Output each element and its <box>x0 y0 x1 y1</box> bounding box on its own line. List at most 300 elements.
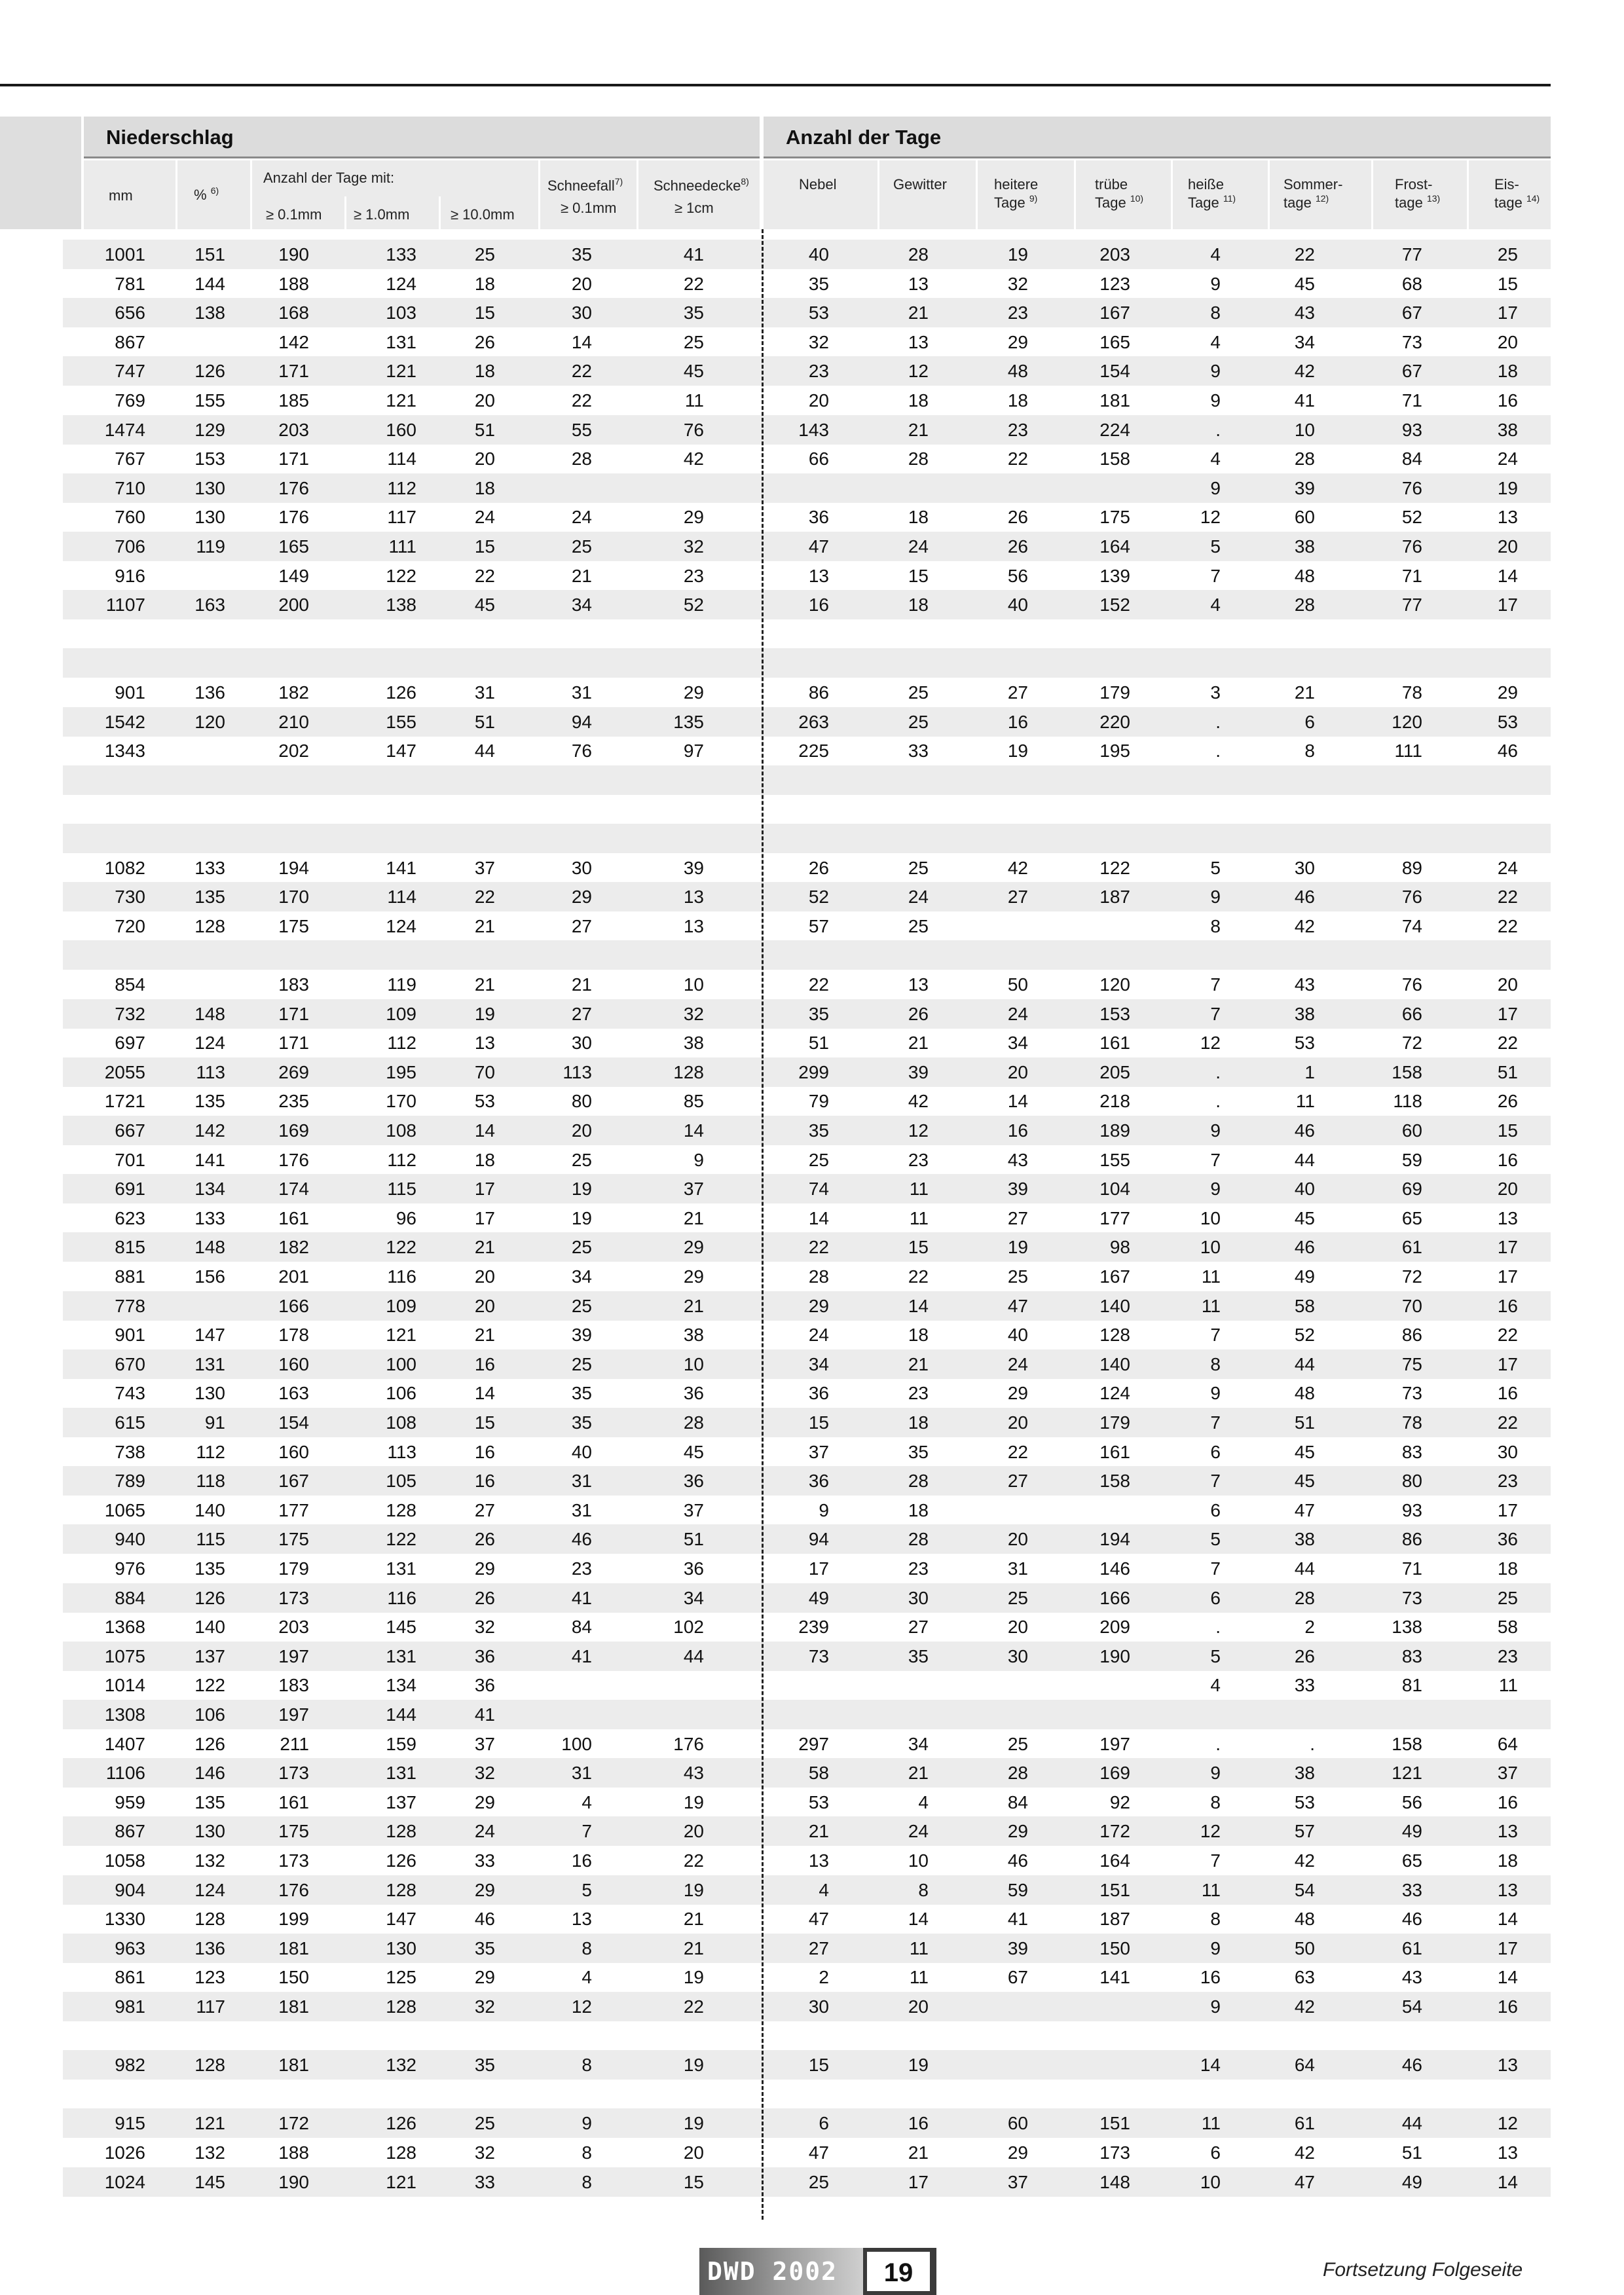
table-cell: 27 <box>571 915 592 936</box>
table-cell: 9 <box>1210 477 1221 498</box>
table-cell: 28 <box>1294 595 1315 615</box>
col-truebe-header: trübe Tage $^{10)}$ <box>1095 176 1144 211</box>
table-cell: 20 <box>1497 974 1518 995</box>
table-cell: 13 <box>1497 2055 1518 2076</box>
table-cell <box>625 619 704 649</box>
table-cell: 150 <box>1099 1937 1130 1958</box>
table-cell: 128 <box>386 2142 416 2163</box>
table-cell: 13 <box>1497 1207 1518 1228</box>
table-cell: 13 <box>571 1909 592 1930</box>
header-separator <box>976 160 978 229</box>
table-cell <box>1052 1992 1130 2021</box>
table-cell: 124 <box>386 273 416 294</box>
table-cell: 106 <box>194 1704 225 1725</box>
table-cell: 83 <box>1401 1441 1422 1462</box>
table-cell: 164 <box>1099 1850 1130 1871</box>
table-cell: 31 <box>571 1763 592 1784</box>
table-cell: 97 <box>683 741 704 762</box>
table-cell: 20 <box>474 390 495 411</box>
table-cell: 70 <box>474 1061 495 1082</box>
col-eis-header: Eis- tage $^{14)}$ <box>1494 176 1540 211</box>
table-cell: 31 <box>571 1471 592 1492</box>
badge-label: DWD 2002 <box>707 2257 838 2286</box>
table-cell: 34 <box>1294 331 1315 352</box>
table-cell: 1330 <box>104 1909 145 1930</box>
table-cell: 41 <box>1007 1909 1028 1930</box>
table-cell: 29 <box>1007 1383 1028 1404</box>
table-cell <box>338 824 416 853</box>
table-cell: 53 <box>1294 1033 1315 1054</box>
table-cell: 76 <box>1401 536 1422 557</box>
table-cell: 30 <box>571 303 592 323</box>
table-cell: 29 <box>474 1967 495 1988</box>
table-cell: 53 <box>808 303 829 323</box>
table-cell: 21 <box>474 915 495 936</box>
table-cell: 720 <box>115 915 145 936</box>
table-cell: 28 <box>908 1471 929 1492</box>
table-cell: 6 <box>1210 1441 1221 1462</box>
table-cell: 144 <box>386 1704 416 1725</box>
table-cell: 167 <box>1099 1266 1130 1287</box>
table-cell: 26 <box>1497 1091 1518 1112</box>
table-cell: 9 <box>693 1149 704 1170</box>
table-cell: 17 <box>474 1207 495 1228</box>
table-cell: 31 <box>571 1499 592 1520</box>
table-cell: 115 <box>387 1179 416 1200</box>
table-cell: 9 <box>1210 887 1221 908</box>
table-cell: 28 <box>908 1529 929 1550</box>
table-cell: 867 <box>115 1821 145 1842</box>
table-cell: 36 <box>683 1471 704 1492</box>
table-cell: 18 <box>1497 1558 1518 1579</box>
table-row <box>63 1904 1551 1934</box>
table-cell: 25 <box>474 244 495 265</box>
table-cell: 153 <box>1099 1003 1130 1024</box>
table-cell: 9 <box>1210 1763 1221 1784</box>
table-cell <box>416 648 495 678</box>
table-cell: 16 <box>474 1353 495 1374</box>
table-cell: 959 <box>115 1791 145 1812</box>
table-cell: 13 <box>474 1033 495 1054</box>
table-cell <box>1439 619 1518 649</box>
table-cell: 41 <box>571 1645 592 1666</box>
table-cell: 22 <box>1497 915 1518 936</box>
table-cell <box>1052 2080 1130 2109</box>
table-cell: 135 <box>194 1091 225 1112</box>
table-cell: 28 <box>908 244 929 265</box>
table-row <box>63 678 1551 707</box>
table-row <box>63 1992 1551 2021</box>
table-cell: 3 <box>1210 682 1221 703</box>
table-cell: 18 <box>908 507 929 528</box>
table-cell: 36 <box>808 1383 829 1404</box>
table-cell: 1721 <box>104 1091 145 1112</box>
table-cell: 145 <box>386 1617 416 1638</box>
table-cell: 25 <box>808 1149 829 1170</box>
table-cell: 126 <box>386 682 416 703</box>
table-cell: 706 <box>115 536 145 557</box>
table-row <box>63 1729 1551 1759</box>
table-cell <box>1236 765 1315 795</box>
table-cell: 8 <box>1210 1791 1221 1812</box>
table-row <box>63 2108 1551 2138</box>
table-cell: 18 <box>474 1149 495 1170</box>
header-separator <box>439 196 441 229</box>
table-cell: 94 <box>808 1529 829 1550</box>
table-cell: 14 <box>683 1120 704 1141</box>
table-cell: 76 <box>571 741 592 762</box>
table-cell: 124 <box>386 915 416 936</box>
table-cell: 46 <box>474 1909 495 1930</box>
table-cell: 1308 <box>104 1704 145 1725</box>
table-cell <box>625 473 704 503</box>
table-cell <box>1344 794 1422 824</box>
table-cell: 118 <box>196 1471 225 1492</box>
table-cell: 42 <box>1294 2142 1315 2163</box>
table-cell: 76 <box>1401 477 1422 498</box>
table-cell: 12 <box>571 1996 592 2017</box>
table-cell: 43 <box>1294 303 1315 323</box>
table-cell: 137 <box>386 1791 416 1812</box>
table-cell: 16 <box>571 1850 592 1871</box>
table-cell: 66 <box>1401 1003 1422 1024</box>
table-cell <box>625 648 704 678</box>
anzahl-tage-title: Anzahl der Tage <box>764 117 1551 158</box>
table-cell: 21 <box>474 1325 495 1346</box>
table-cell: 18 <box>474 477 495 498</box>
table-cell: 131 <box>194 1353 225 1374</box>
table-cell: 49 <box>1294 1266 1315 1287</box>
table-cell: 26 <box>474 1587 495 1608</box>
table-cell: 24 <box>908 1821 929 1842</box>
table-cell: 163 <box>278 1383 309 1404</box>
table-cell: 47 <box>808 2142 829 2163</box>
table-cell <box>1439 824 1518 853</box>
table-cell: 145 <box>194 2171 225 2192</box>
table-cell <box>950 1700 1028 1729</box>
table-cell: 47 <box>1294 1499 1315 1520</box>
table-cell: 19 <box>683 2113 704 2134</box>
top-rule <box>0 84 1551 86</box>
table-cell: 49 <box>1401 2171 1422 2192</box>
table-row <box>63 1962 1551 1992</box>
col-heitere-header: heitere Tage $^{9)}$ <box>994 176 1039 211</box>
table-cell: 5 <box>1210 536 1221 557</box>
table-cell: 84 <box>571 1617 592 1638</box>
table-cell: 9 <box>1210 361 1221 382</box>
table-cell: 40 <box>1294 1179 1315 1200</box>
table-cell: 28 <box>1294 449 1315 469</box>
table-cell: 19 <box>571 1179 592 1200</box>
table-cell: 80 <box>571 1091 592 1112</box>
table-cell: 34 <box>1007 1033 1028 1054</box>
table-cell <box>850 1700 929 1729</box>
table-cell: 21 <box>908 303 929 323</box>
table-cell <box>625 1700 704 1729</box>
table-cell: 9 <box>1210 1383 1221 1404</box>
table-cell: 37 <box>474 857 495 878</box>
table-cell <box>1236 619 1315 649</box>
table-cell: 18 <box>1497 361 1518 382</box>
table-cell: 78 <box>1401 1412 1422 1433</box>
table-cell: 22 <box>1007 1441 1028 1462</box>
table-cell: 7 <box>1210 1471 1221 1492</box>
table-row <box>63 940 1551 970</box>
table-cell: 64 <box>1497 1733 1518 1754</box>
table-cell: 189 <box>1099 1120 1130 1141</box>
table-cell <box>1236 2080 1315 2109</box>
table-cell: 175 <box>1099 507 1130 528</box>
table-cell: 73 <box>1401 331 1422 352</box>
table-cell: 40 <box>1007 1325 1028 1346</box>
table-cell <box>1344 2021 1422 2051</box>
table-cell: 147 <box>194 1325 225 1346</box>
table-cell: 116 <box>387 1587 416 1608</box>
table-cell: 52 <box>808 887 829 908</box>
table-cell: 11 <box>684 390 704 411</box>
table-cell <box>147 327 225 357</box>
table-cell <box>147 765 225 795</box>
table-cell <box>1344 940 1422 970</box>
table-cell: 71 <box>1401 1558 1422 1579</box>
table-cell: 51 <box>1294 1412 1315 1433</box>
table-cell: 47 <box>1294 2171 1315 2192</box>
table-cell: 71 <box>1401 390 1422 411</box>
table-cell: 92 <box>1109 1791 1130 1812</box>
table-cell: 28 <box>571 449 592 469</box>
table-cell: 114 <box>387 449 416 469</box>
table-cell: 224 <box>1099 419 1130 440</box>
table-cell: 35 <box>474 1937 495 1958</box>
table-cell: 136 <box>194 682 225 703</box>
table-cell: 126 <box>194 361 225 382</box>
table-cell <box>1142 2080 1221 2109</box>
table-cell: 144 <box>194 273 225 294</box>
table-cell <box>1439 2021 1518 2051</box>
table-cell: 73 <box>1401 1587 1422 1608</box>
table-cell: 53 <box>1294 1791 1315 1812</box>
table-cell: 24 <box>474 1821 495 1842</box>
table-cell: 47 <box>808 1909 829 1930</box>
table-cell: 117 <box>196 1996 225 2017</box>
table-cell: 35 <box>571 1383 592 1404</box>
table-cell: 200 <box>278 595 309 615</box>
table-row <box>63 1086 1551 1116</box>
table-cell <box>950 473 1028 503</box>
table-row <box>63 2080 1551 2109</box>
table-cell: 185 <box>278 390 309 411</box>
table-cell: 39 <box>683 857 704 878</box>
table-cell <box>625 794 704 824</box>
table-cell: 17 <box>1497 595 1518 615</box>
table-cell: 51 <box>1401 2142 1422 2163</box>
table-cell: 51 <box>1497 1061 1518 1082</box>
table-cell <box>513 473 592 503</box>
table-row <box>63 882 1551 911</box>
table-cell: 40 <box>808 244 829 265</box>
table-cell: 915 <box>115 2113 145 2134</box>
table-cell: 155 <box>386 711 416 732</box>
table-cell: 17 <box>1497 1937 1518 1958</box>
table-row <box>63 1758 1551 1788</box>
table-cell: 34 <box>571 1266 592 1287</box>
table-cell <box>850 619 929 649</box>
table-cell <box>1236 1700 1315 1729</box>
table-cell: 183 <box>278 974 309 995</box>
table-cell: 211 <box>280 1733 309 1754</box>
table-cell: 48 <box>1007 361 1028 382</box>
table-cell: 116 <box>387 1266 416 1287</box>
table-cell: 128 <box>386 1996 416 2017</box>
table-cell: 130 <box>194 1383 225 1404</box>
table-cell <box>950 940 1028 970</box>
table-cell <box>1052 824 1130 853</box>
table-cell: 171 <box>278 1033 309 1054</box>
table-cell: 66 <box>808 449 829 469</box>
table-cell: 8 <box>581 2171 592 2192</box>
table-cell: 112 <box>387 477 416 498</box>
table-cell <box>950 2050 1028 2080</box>
table-cell: 701 <box>115 1149 145 1170</box>
table-cell: 20 <box>571 1120 592 1141</box>
table-cell: 19 <box>683 1967 704 1988</box>
table-cell <box>950 2080 1028 2109</box>
table-cell: 32 <box>683 1003 704 1024</box>
table-cell: 122 <box>386 1529 416 1550</box>
table-cell: 57 <box>808 915 829 936</box>
table-cell: 25 <box>474 2113 495 2134</box>
table-cell: 86 <box>1401 1529 1422 1550</box>
table-row <box>63 240 1551 269</box>
table-row <box>63 1612 1551 1642</box>
table-row <box>63 619 1551 649</box>
table-cell <box>1052 765 1130 795</box>
table-cell: 1 <box>1304 1061 1315 1082</box>
table-cell: 19 <box>683 2055 704 2076</box>
table-cell: 29 <box>683 1237 704 1258</box>
table-cell: 16 <box>808 595 829 615</box>
col-schneedecke-sub: ≥ 1cm <box>674 200 714 216</box>
table-cell: . <box>1215 1091 1221 1112</box>
table-cell: 137 <box>194 1645 225 1666</box>
table-cell: . <box>1215 741 1221 762</box>
table-cell: 8 <box>1210 915 1221 936</box>
table-cell: 24 <box>908 536 929 557</box>
table-cell <box>950 911 1028 941</box>
table-cell: . <box>1215 1617 1221 1638</box>
table-cell <box>513 1670 592 1700</box>
table-cell: 35 <box>808 1120 829 1141</box>
table-row <box>63 1437 1551 1467</box>
table-cell: 21 <box>474 1237 495 1258</box>
table-cell: 124 <box>194 1879 225 1900</box>
table-cell: 670 <box>115 1353 145 1374</box>
table-cell: 22 <box>1294 244 1315 265</box>
table-cell: 158 <box>1099 449 1130 469</box>
col-mm-header: mm <box>109 187 133 204</box>
table-cell: 16 <box>1497 1149 1518 1170</box>
table-cell: 20 <box>474 1295 495 1316</box>
table-cell: 143 <box>798 419 829 440</box>
table-cell: 13 <box>908 331 929 352</box>
table-cell: 37 <box>1007 2171 1028 2192</box>
table-row <box>63 590 1551 619</box>
table-cell: 623 <box>115 1207 145 1228</box>
table-row <box>63 736 1551 765</box>
table-cell: 132 <box>386 2055 416 2076</box>
table-cell: 121 <box>386 390 416 411</box>
table-cell: 17 <box>1497 1353 1518 1374</box>
table-cell: 23 <box>1007 419 1028 440</box>
table-cell: 26 <box>808 857 829 878</box>
table-cell: 128 <box>194 915 225 936</box>
table-cell: 50 <box>1294 1937 1315 1958</box>
table-cell: 121 <box>194 2113 225 2134</box>
table-cell: 21 <box>571 565 592 586</box>
table-cell: 20 <box>474 1266 495 1287</box>
table-cell: 121 <box>386 361 416 382</box>
table-cell: 25 <box>908 857 929 878</box>
table-cell: 32 <box>474 1617 495 1638</box>
table-row <box>63 765 1551 795</box>
table-cell <box>513 2021 592 2051</box>
table-cell <box>850 794 929 824</box>
table-row <box>63 707 1551 737</box>
table-cell: 21 <box>908 1763 929 1784</box>
table-cell: 9 <box>819 1499 829 1520</box>
table-cell: 4 <box>918 1791 929 1812</box>
table-cell: 133 <box>194 1207 225 1228</box>
table-cell <box>850 648 929 678</box>
table-cell: 158 <box>1392 1733 1422 1754</box>
table-cell <box>1236 794 1315 824</box>
table-cell: 176 <box>278 507 309 528</box>
table-cell <box>147 736 225 765</box>
table-cell: 121 <box>386 1325 416 1346</box>
table-cell: 17 <box>1497 1499 1518 1520</box>
table-cell: 151 <box>194 244 225 265</box>
table-cell <box>67 940 145 970</box>
table-cell: 14 <box>1497 1967 1518 1988</box>
table-cell: 148 <box>194 1003 225 1024</box>
table-cell <box>338 2021 416 2051</box>
table-cell: 122 <box>386 1237 416 1258</box>
table-cell: 17 <box>474 1179 495 1200</box>
table-cell: 299 <box>798 1061 829 1082</box>
table-cell: 29 <box>474 1791 495 1812</box>
table-cell: 163 <box>194 595 225 615</box>
table-cell: 41 <box>571 1587 592 1608</box>
table-cell: 15 <box>1497 1120 1518 1141</box>
table-cell: 15 <box>908 1237 929 1258</box>
table-cell: 11 <box>1201 1295 1221 1316</box>
table-cell: 20 <box>1497 1179 1518 1200</box>
table-row <box>63 1174 1551 1203</box>
table-cell <box>67 794 145 824</box>
table-cell: 22 <box>1007 449 1028 469</box>
table-cell: 22 <box>1497 1325 1518 1346</box>
table-cell: 65 <box>1401 1850 1422 1871</box>
table-cell: 11 <box>1295 1091 1315 1112</box>
table-cell <box>1236 648 1315 678</box>
table-row <box>63 473 1551 503</box>
table-cell: 15 <box>474 1412 495 1433</box>
table-cell: 22 <box>683 1996 704 2017</box>
table-cell: 161 <box>1099 1441 1130 1462</box>
table-cell: 52 <box>1401 507 1422 528</box>
table-cell: 697 <box>115 1033 145 1054</box>
table-cell: 10 <box>1200 2171 1221 2192</box>
